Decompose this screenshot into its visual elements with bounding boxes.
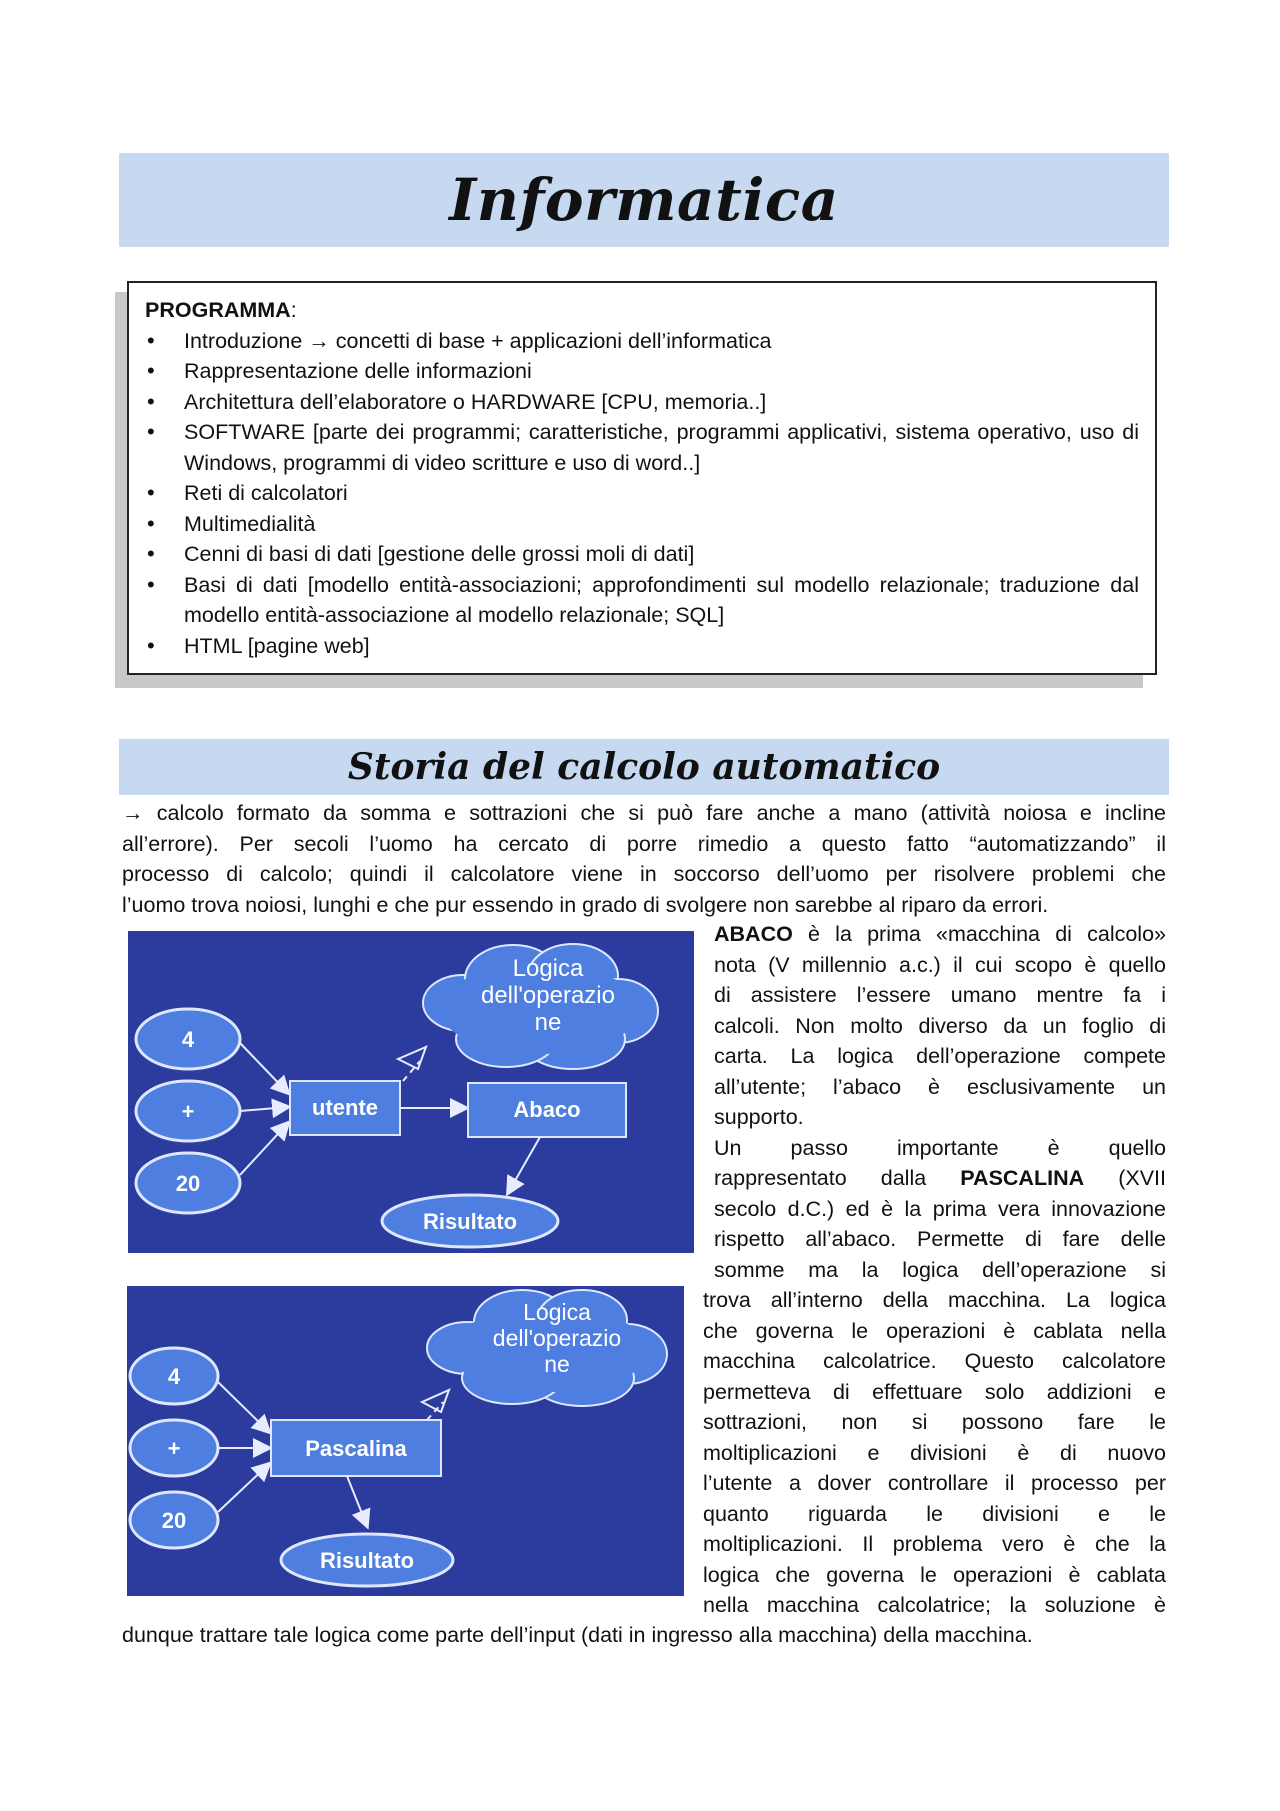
cloud-line: ne [534,1009,562,1036]
cloud-line: dell'operazio [480,982,616,1009]
input-label: 20 [161,1508,187,1533]
text-line: permetteva di effettuare solo addizioni e [703,1379,1166,1404]
program-box [127,281,1157,675]
program-item: • Cenni di basi di dati [gestione delle grossi moli di dati] [145,539,1139,570]
page-title: Informatica [449,166,839,234]
intro-line: → calcolo formato da somma e sottrazioni che si può fare anche a mano (attività noiosa e incline [122,801,1166,825]
cloud-line: Logica [523,1299,591,1325]
program-heading-colon: : [290,298,297,322]
pascalina-term: PASCALINA [960,1166,1085,1190]
input-label: 4 [181,1027,195,1052]
text-line: nota (V millennio a.c.) il cui scopo è quello [714,952,1166,977]
intro-line: all’errore). Per secoli l’uomo ha cercato di porre rimedio a questo fatto “automatizzando” il [122,831,1166,856]
text-line: Un passo importante è quello [714,1135,1166,1160]
program-item: • Rappresentazione delle informazioni [145,356,1139,387]
program-heading: PROGRAMMA [145,298,291,322]
input-label: 4 [167,1364,181,1389]
text-line: moltiplicazioni e divisioni è di nuovo [703,1440,1166,1465]
section-banner [119,739,1169,795]
text-line: rispetto all’abaco. Permette di fare delle [714,1227,1166,1251]
program-item: • Basi di dati [modello entità-associazioni; approfondimenti sul modello relazionale; traduzione dal modello entità-associazione al modello relazionale; SQL] [145,570,1139,631]
text-line: logica che governa le operazioni è cablata [703,1562,1166,1587]
intro-line: l’uomo trova noiosi, lunghi e che pur essendo in grado di svolgere non sarebbe al riparo da errori. [122,892,1049,917]
text-line: sottrazioni, non si possono fare le [703,1410,1166,1434]
text-line: rappresentato dalla PASCALINA (XVII [714,1166,1167,1190]
text-line: trova all’interno della macchina. La logica [703,1288,1166,1312]
program-list [145,326,1139,662]
program-item: • Reti di calcolatori [145,478,1139,509]
abaco-label: Abaco [513,1097,581,1122]
text-line: secolo d.C.) ed è la prima vera innovazione [714,1196,1166,1221]
intro-line: processo di calcolo; quindi il calcolatore viene in soccorso dell’uomo per risolvere problemi che [122,862,1166,886]
abaco-diagram [128,931,694,1253]
input-label: 20 [175,1171,201,1196]
closing-line: dunque trattare tale logica come parte dell’input (dati in ingresso alla macchina) della macchina. [122,1623,1033,1647]
result-label: Risultato [422,1209,518,1234]
abaco-term: ABACO [714,922,793,946]
cloud-line: dell'operazio [492,1325,622,1351]
cloud-line: ne [544,1351,570,1377]
text-line: moltiplicazioni. Il problema vero è che la [703,1532,1166,1556]
cloud-line: Logica [512,955,584,982]
pascalina-diagram [127,1286,684,1596]
text-line: somme ma la logica dell’operazione si [714,1257,1166,1282]
title-banner [119,153,1169,247]
text-line: ABACO è la prima «macchina di calcolo» [714,922,1166,946]
program-heading-row [145,295,1139,326]
text-line: di assistere l’essere umano mentre fa i [714,983,1166,1007]
program-item: • Multimedialità [145,509,1139,540]
section-title: Storia del calcolo automatico [347,746,941,788]
text-line: l’utente a dover controllare il processo per [703,1471,1166,1495]
text-line: supporto. [714,1105,804,1129]
text-line: quanto riguarda le divisioni e le [703,1501,1166,1526]
text-line: che governa le operazioni è cablata nella [703,1318,1166,1343]
text-line: macchina calcolatrice. Questo calcolatore [703,1349,1166,1373]
text-line: all’utente; l’abaco è esclusivamente un [714,1074,1166,1099]
program-item: • SOFTWARE [parte dei programmi; caratteristiche, programmi applicativi, sistema operativo, uso di Windows, programmi di video scritture e uso di word..] [145,417,1139,478]
input-label: + [181,1099,195,1124]
program-item: • Introduzione → concetti di base + applicazioni dell’informatica [145,326,1139,357]
intro-paragraph [122,798,1166,920]
program-item: • HTML [pagine web] [145,631,1139,662]
text-line: nella macchina calcolatrice; la soluzione è [703,1593,1166,1617]
user-label: utente [312,1095,378,1120]
result-label: Risultato [319,1548,415,1573]
input-label: + [167,1436,181,1461]
text-line: carta. La logica dell’operazione compete [714,1044,1166,1068]
pascalina-text [703,1285,1166,1621]
pascalina-label: Pascalina [305,1436,407,1461]
abaco-text [714,919,1166,1285]
program-item: • Architettura dell’elaboratore o HARDWARE [CPU, memoria..] [145,387,1139,418]
text-line: calcoli. Non molto diverso da un foglio di [714,1013,1166,1038]
